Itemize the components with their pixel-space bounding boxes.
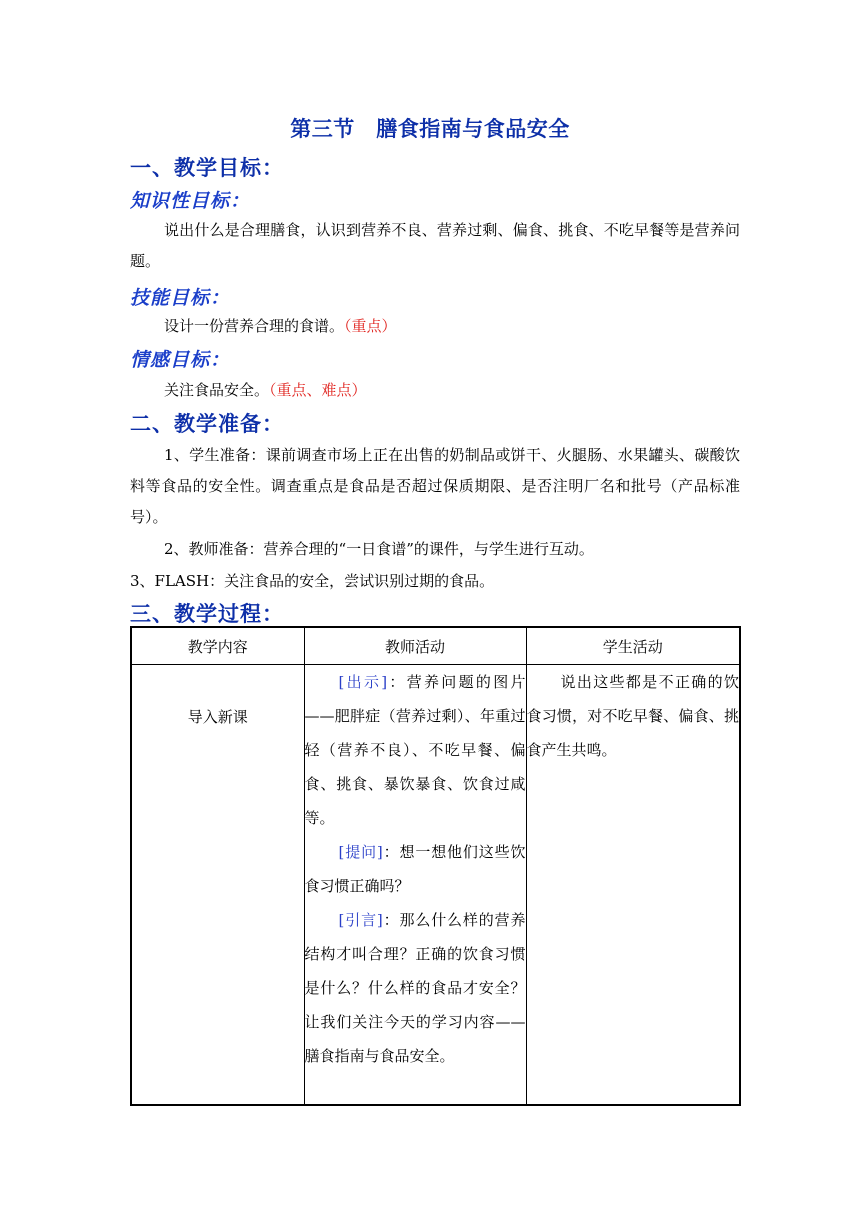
header-content: 教学内容 — [131, 627, 304, 665]
table-row — [131, 665, 740, 1105]
cell-content — [131, 665, 304, 1105]
teacher-ask — [305, 835, 526, 903]
knowledge-text: 说出什么是合理膳食，认识到营养不良、营养过剩、偏食、挑食、不吃早餐等是营养问题。 — [130, 221, 740, 270]
teacher-intro — [305, 903, 526, 1073]
skill-note: （重点） — [344, 317, 397, 335]
tag-ask: [提问] — [338, 843, 383, 861]
cell-teacher — [304, 665, 526, 1105]
table-header-row — [131, 627, 740, 665]
prep-item-3: 3、FLASH：关注食品的安全，尝试识别过期的食品。 — [130, 572, 495, 590]
show-text: ：营养问题的图片——肥胖症（营养过剩）、年重过轻（营养不良）、不吃早餐、偏食、挑食、暴饮暴食、饮食过咸等。 — [304, 673, 526, 827]
skill-text: 设计一份营养合理的食谱。 — [164, 317, 345, 335]
emotion-note: （重点、难点） — [269, 381, 367, 399]
header-student: 学生活动 — [526, 627, 740, 665]
tag-show: [出示] — [338, 673, 388, 691]
prep-item-2: 2、教师准备：营养合理的“一日食谱”的课件，与学生进行互动。 — [164, 540, 594, 558]
student-text: 说出这些都是不正确的饮食习惯，对不吃早餐、偏食、挑食产生共鸣。 — [526, 673, 739, 759]
cell-student — [526, 665, 740, 1105]
emotion-paragraph — [130, 375, 740, 406]
emotion-text: 关注食品安全。 — [164, 381, 270, 399]
subheading-emotion: 情感目标： — [130, 349, 231, 371]
prep-item-1: 1、学生准备：课前调查市场上正在出售的奶制品或饼干、火腿肠、水果罐头、碳酸饮料等食品的安全性。调查重点是食品是否超过保质期限、是否注明厂名和批号（产品标准号）。 — [130, 446, 740, 526]
subheading-knowledge: 知识性目标： — [130, 190, 251, 212]
content-label: 导入新课 — [187, 708, 248, 726]
section-heading-preparation: 二、教学准备： — [130, 412, 284, 436]
process-table — [130, 626, 741, 1106]
tag-intro: [引言] — [338, 911, 383, 929]
ask-text: ：想一想他们这些饮食习惯正确吗？ — [304, 843, 526, 895]
teacher-show — [305, 665, 526, 835]
skill-paragraph — [130, 311, 740, 342]
section-heading-process: 三、教学过程： — [130, 602, 284, 626]
header-teacher: 教师活动 — [304, 627, 526, 665]
page-title: 第三节 膳食指南与食品安全 — [290, 117, 570, 141]
subheading-skill: 技能目标： — [130, 287, 231, 309]
section-heading-objectives: 一、教学目标： — [130, 156, 284, 180]
intro-text: ：那么什么样的营养结构才叫合理？正确的饮食习惯是什么？什么样的食品才安全？让我们关注今天的学习内容——膳食指南与食品安全。 — [304, 911, 526, 1065]
